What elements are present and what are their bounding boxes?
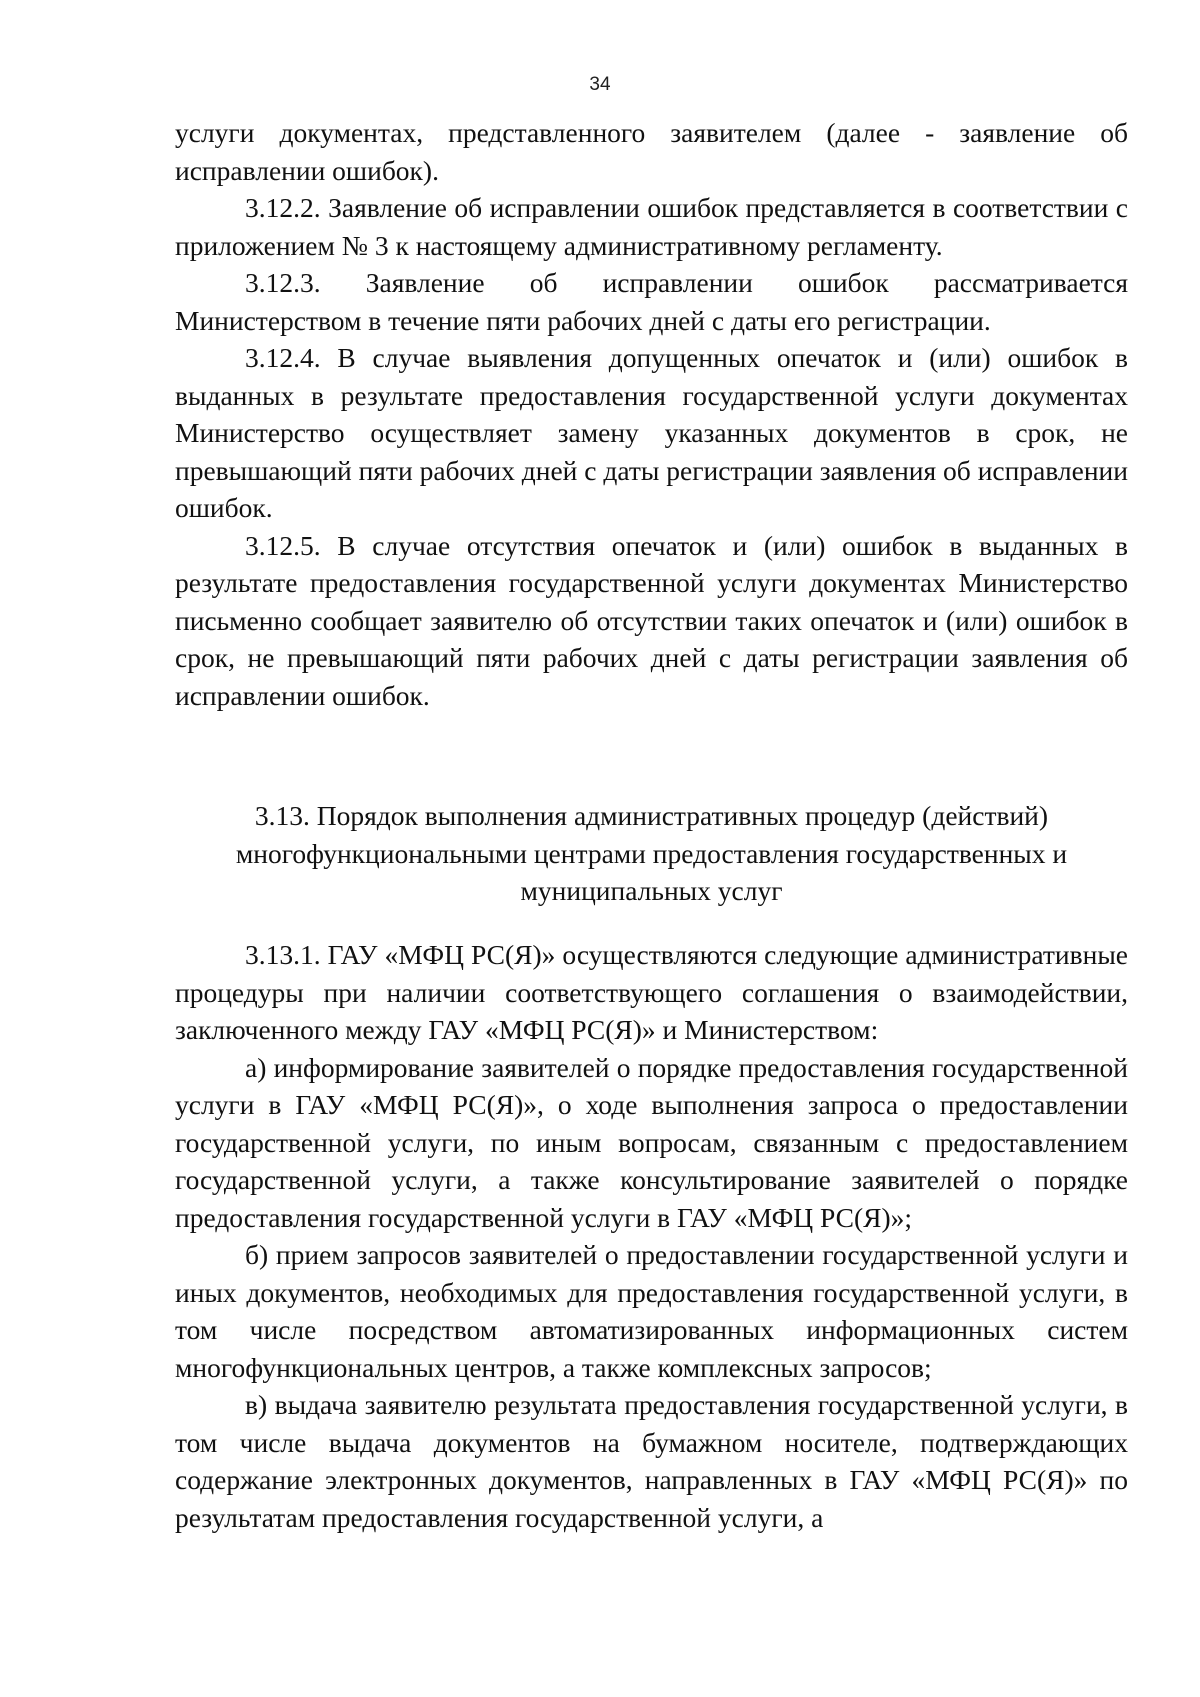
heading-line-2: многофункциональными центрами предоставления государственных и — [235, 837, 1068, 869]
paragraph-3-12-3: 3.12.3. Заявление об исправлении ошибок рассматривается Министерством в течение пяти рабочих дней с даты его регистрации. — [175, 267, 1128, 336]
list-item-b: б) прием запросов заявителей о предоставлении государственной услуги и иных документов, необходимых для предоставления государственной услуги, в том числе посредством автоматизированных информационных систем многофункциональных центров, а также комплексных запросов; — [175, 1239, 1128, 1383]
paragraph-3-12-4: 3.12.4. В случае выявления допущенных опечаток и (или) ошибок в выданных в результате предоставления государственной услуги документах Министерство осуществляет замену указанных документов в срок, не превышающий пяти рабочих дней с даты регистрации заявления об исправлении ошибок. — [175, 342, 1128, 523]
list-item-a: а) информирование заявителей о порядке предоставления государственной услуги в ГАУ «МФЦ РС(Я)», о ходе выполнения запроса о предоставлении государственной услуги, по иным вопросам, связанным с предоставлением государственной услуги, а также консультирование заявителей о порядке предоставления государственной услуги в ГАУ «МФЦ РС(Я)»; — [175, 1051, 1128, 1233]
paragraph-3-13-1: 3.13.1. ГАУ «МФЦ РС(Я)» осуществляются следующие административные процедуры при наличии соответствующего соглашения о взаимодействии, заключенного между ГАУ «МФЦ РС(Я)» и Министерством: — [175, 939, 1128, 1045]
list-item-v: в) выдача заявителю результата предоставления государственной услуги, в том числе выдача документов на бумажном носителе, подтверждающих содержание электронных документов, направленных в ГАУ «МФЦ РС(Я)» по результатам предоставления государственной услуги, а — [175, 1389, 1128, 1533]
section-3-13 — [175, 936, 1128, 1536]
section-heading-3-13 — [175, 797, 1128, 910]
heading-line-1: 3.13. Порядок выполнения административных процедур (действий) — [254, 800, 1049, 831]
section-3-12 — [175, 114, 1128, 714]
page-number: 34 — [589, 74, 611, 95]
paragraph-intro: услуги документах, представленного заявителем (далее - заявление об исправлении ошибок). — [175, 117, 1128, 186]
paragraph-3-12-5: 3.12.5. В случае отсутствия опечаток и (или) ошибок в выданных в результате предоставления государственной услуги документах Министерство письменно сообщает заявителю об отсутствии таких опечаток и (или) ошибок в срок, не превышающий пяти рабочих дней с даты регистрации заявления об исправлении ошибок. — [175, 529, 1128, 711]
heading-line-3: муниципальных услуг — [520, 875, 783, 906]
paragraph-3-12-2: 3.12.2. Заявление об исправлении ошибок представляется в соответствии с приложением № 3 к настоящему административному регламенту. — [175, 192, 1128, 261]
